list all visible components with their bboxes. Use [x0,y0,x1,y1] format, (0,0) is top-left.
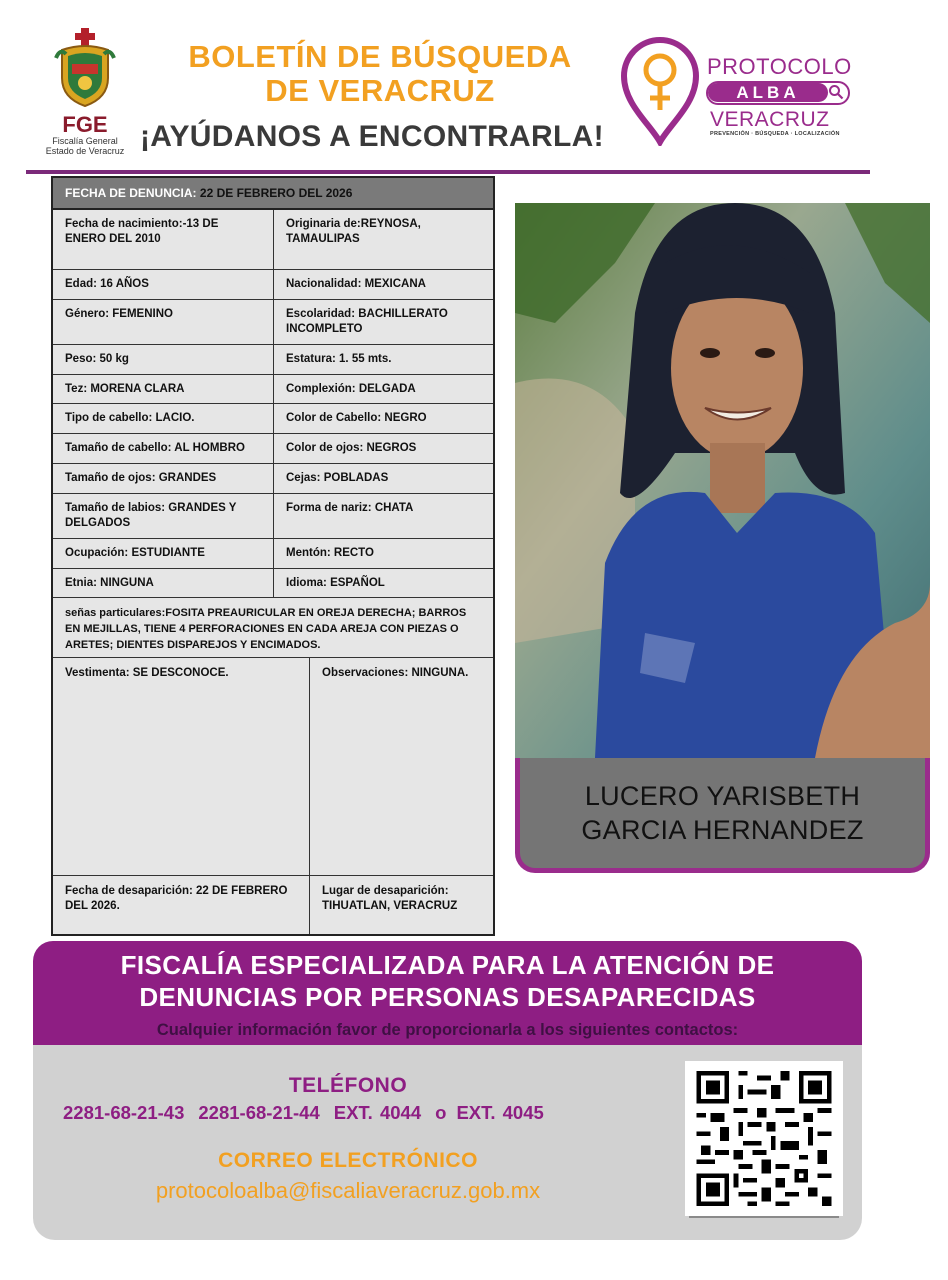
eyebrows-cell: Cejas: POBLADAS [286,472,389,484]
fiscalia-title-line2: DENUNCIAS POR PERSONAS DESAPARECIDAS [139,982,756,1012]
person-name-box [515,758,930,873]
alba-veracruz-text: VERACRUZ [710,108,830,131]
qr-shadow [689,1216,839,1218]
build-cell: Complexión: DELGADA [286,383,416,395]
table-row [53,569,493,598]
nationality-cell: Nacionalidad: MEXICANA [286,278,426,290]
phone-number-1[interactable]: 2281-68-21-43 [63,1102,185,1123]
birth-date-cell: Fecha de nacimiento:-13 DE ENERO DEL 2010 [53,210,274,269]
clothing-row [53,658,493,876]
phone-number-2[interactable]: 2281-68-21-44 [198,1102,320,1123]
fiscalia-title [33,949,862,1013]
eye-color-cell: Color de ojos: NEGROS [286,442,417,454]
crest-icon [54,28,116,108]
email-address[interactable]: protocoloalba@fiscaliaveracruz.gob.mx [155,1178,541,1203]
skin-cell: Tez: MORENA CLARA [53,375,274,403]
table-row [53,345,493,375]
extension-1: EXT. 4044 [333,1102,422,1123]
language-cell: Idioma: ESPAÑOL [286,577,385,589]
phone-numbers [63,1102,558,1124]
help-find-heading: ¡AYÚDANOS A ENCONTRARLA! [140,120,604,153]
table-row [53,300,493,345]
bulletin-title-line2: DE VERACRUZ [265,73,495,108]
complaint-date-value: 22 DE FEBRERO DEL 2026 [196,186,353,200]
table-row [53,210,493,270]
table-row [53,539,493,569]
fiscalia-title-line1: FISCALÍA ESPECIALIZADA PARA LA ATENCIÓN DE [120,950,775,980]
table-row [53,270,493,300]
photo-illustration [515,203,930,758]
table-row [53,404,493,434]
table-row [53,375,493,404]
table-row [53,494,493,539]
table-row [53,464,493,494]
bulletin-title-line1: BOLETÍN DE BÚSQUEDA [188,39,572,74]
hair-type-cell: Tipo de cabello: LACIO. [53,404,274,433]
contact-panel [33,1045,862,1240]
disappearance-row [53,876,493,934]
distinguishing-marks-cell: señas particulares:FOSITA PREAURICULAR EN OREJA DERECHA; BARROS EN MEJILLAS, TIENE 4 PERFORACIONES EN CADA AREJA CON PIEZAS O ARETES; DIENTES DISPAREJOS Y ENCIMADOS. [65,607,467,651]
origin-cell: Originaria de:REYNOSA, TAMAULIPAS [286,218,421,245]
schooling-cell: Escolaridad: BACHILLERATO INCOMPLETO [286,308,448,335]
disappearance-place-cell: Lugar de desaparición: TIHUATLAN, VERACRUZ [322,885,458,912]
protocolo-alba-logo [620,30,870,148]
magnifier-icon [828,84,844,100]
info-request-text: Cualquier información favor de proporcionarla a los siguientes contactos: [156,1021,739,1039]
logo-subtitle-2: Estado de Veracruz [45,146,125,156]
missing-person-photo [515,203,930,758]
hair-length-cell: Tamaño de cabello: AL HOMBRO [53,434,274,463]
disappearance-date-cell: Fecha de desaparición: 22 DE FEBRERO DEL 2026. [53,876,310,934]
data-rows [53,210,493,658]
header-divider [26,170,870,174]
age-cell: Edad: 16 AÑOS [53,270,274,299]
person-data-table [51,176,495,936]
bottom-section [53,658,493,934]
alba-tagline: PREVENCIÓN · BÚSQUEDA · LOCALIZACIÓN [710,131,840,137]
height-cell: Estatura: 1. 55 mts. [286,353,392,365]
complaint-date-label: FECHA DE DENUNCIA: [65,186,197,200]
phone-label: TELÉFONO [288,1074,408,1097]
table-row [53,598,493,658]
venus-pin-icon [620,34,700,146]
extension-2: EXT. 4045 [456,1102,544,1123]
extension-or: o [435,1102,447,1123]
table-row [53,434,493,464]
gender-cell: Género: FEMENINO [53,300,274,344]
fiscalia-banner [33,941,862,1045]
clothing-cell: Vestimenta: SE DESCONOCE. [53,658,310,875]
email-label: CORREO ELECTRÓNICO [218,1149,478,1172]
qr-code-icon [695,1071,833,1206]
ethnicity-cell: Etnia: NINGUNA [53,569,274,597]
qr-code[interactable] [685,1061,843,1216]
logo-text: FGE [62,112,108,137]
nose-cell: Forma de nariz: CHATA [286,502,414,514]
logo-subtitle-1: Fiscalía General [52,136,118,146]
person-name-line2: GARCIA HERNANDEZ [581,815,864,845]
alba-word: ALBA [708,83,828,102]
chin-cell: Mentón: RECTO [286,547,374,559]
occupation-cell: Ocupación: ESTUDIANTE [53,539,274,568]
bulletin-title [150,40,610,108]
complaint-date-header [53,178,493,210]
alba-protocolo-text: PROTOCOLO [707,54,852,79]
fge-logo [30,28,140,160]
alba-pill [706,81,850,105]
person-name-line1: LUCERO YARISBETH [584,781,861,811]
hair-color-cell: Color de Cabello: NEGRO [286,412,427,424]
lips-cell: Tamaño de labios: GRANDES Y DELGADOS [53,494,274,538]
eye-size-cell: Tamaño de ojos: GRANDES [53,464,274,493]
weight-cell: Peso: 50 kg [53,345,274,374]
observations-cell: Observaciones: NINGUNA. [322,667,469,679]
